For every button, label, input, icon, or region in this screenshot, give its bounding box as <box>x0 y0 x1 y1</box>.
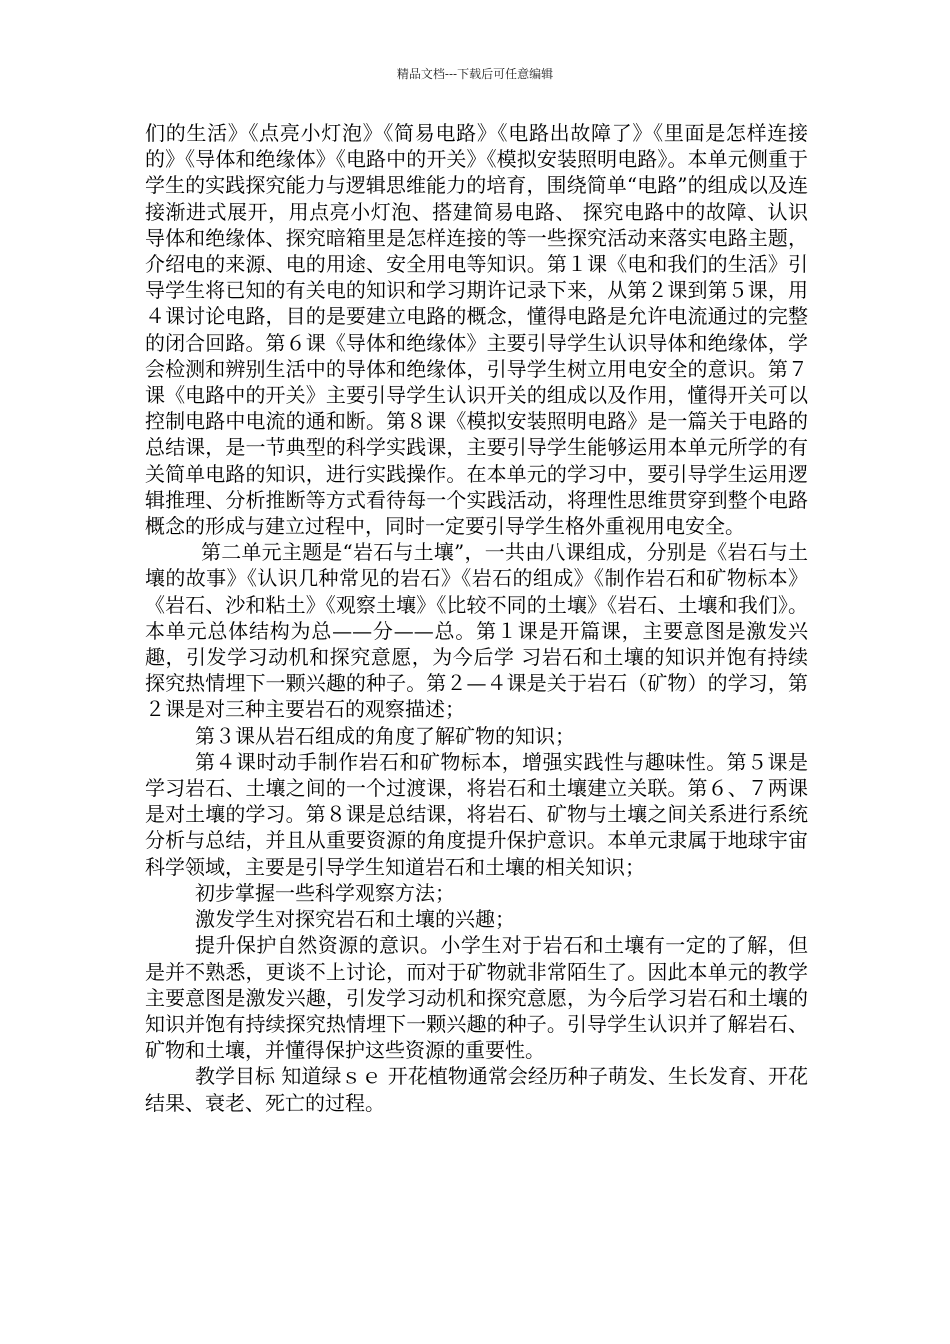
page-header: 精品文档---下载后可任意编辑 <box>396 67 554 81</box>
paragraph-lesson-4: 第４课时动手制作岩石和矿物标本，增强实践性与趣味性。第５课是学习岩石、土壤之间的一个过渡课，将岩石和土壤建立关联。第６、７两课是对土壤的学习。第８课是总结课，将岩石、矿物与土壤之间关系进行系统分析与总结，并且从重要资源的角度提升保护意识。本单元隶属于地球宇宙科学领域，主要是引导学生知道岩石和土壤的相关知识； <box>145 749 808 879</box>
paragraph-protection-awareness: 提升保护自然资源的意识。小学生对于岩石和土壤有一定的了解，但是并不熟悉，更谈不上讨论，而对于矿物就非常陌生了。因此本单元的教学主要意图是激发兴趣，引发学习动机和探究意愿，为今后学习岩石和土壤的知识并饱有持续探究热情埋下一颗兴趣的种子。引导学生认识并了解岩石、矿物和土壤，并懂得保护这些资源的重要性。 <box>145 933 808 1063</box>
paragraph-observation-methods: 初步掌握一些科学观察方法； <box>195 880 455 905</box>
paragraph-rock-soil-unit: 第二单元主题是“岩石与土壤”，一共由八课组成，分别是《岩石与土壤的故事》《认识几种常见的岩石》《岩石的组成》《制作岩石和矿物标本》《岩石、沙和粘土》《观察土壤》《比较不同的土壤》《岩石、土壤和我们》。本单元总体结构为总——分——总。第１课是开篇课，主要意图是激发兴趣，引发学习动机和探究意愿，为今后学 习岩石和土壤的知识并饱有持续探究热情埋下一颗兴趣的种子。第２—４课是关于岩石（矿物）的学习，第２课是对三种主要岩石的观察描述； <box>145 540 808 722</box>
paragraph-circuit-unit: 们的生活》《点亮小灯泡》《简易电路》《电路出故障了》《里面是怎样连接的》《导体和绝缘体》《电路中的开关》《模拟安装照明电路》。本单元侧重于学生的实践探究能力与逻辑思维能力的培育，围绕简单“电路”的组成以及连接渐进式展开，用点亮小灯泡、搭建简易电路、 探究电路中的故障、认识导体和绝缘体、探究暗箱里是怎样连接的等一些探究活动来落实电路主题，介绍电的来源、电的用途、安全用电等知识。第１课《电和我们的生活》引导学生将已知的有关电的知识和学习期许记录下来，从第２课到第５课，用４课讨论电路，目的是要建立电路的概念，懂得电路是允许电流通过的完整的闭合回路。第６课《导体和绝缘体》主要引导学生认识导体和绝缘体，学会检测和辨别生活中的导体和绝缘体，引导学生树立用电安全的意识。第７课《电路中的开关》主要引导学生认识开关的组成以及作用，懂得开关可以控制电路中电流的通和断。第８课《模拟安装照明电路》是一篇关于电路的总结课，是一节典型的科学实践课，主要引导学生能够运用本单元所学的有关简单电路的知识，进行实践操作。在本单元的学习中，要引导学生运用逻辑推理、分析推断等方式看待每一个实践活动，将理性思维贯穿到整个电路概念的形成与建立过程中，同时一定要引导学生格外重视用电安全。 <box>145 121 808 539</box>
paragraph-teaching-goals: 教学目标 知道绿ｓｅ 开花植物通常会经历种子萌发、生长发育、开花结果、衰老、死亡的过程。 <box>145 1064 808 1115</box>
paragraph-lesson-3: 第３课从岩石组成的角度了解矿物的知识； <box>195 723 575 748</box>
paragraph-interest: 激发学生对探究岩石和土壤的兴趣； <box>195 907 515 932</box>
document-body <box>145 120 808 1116</box>
